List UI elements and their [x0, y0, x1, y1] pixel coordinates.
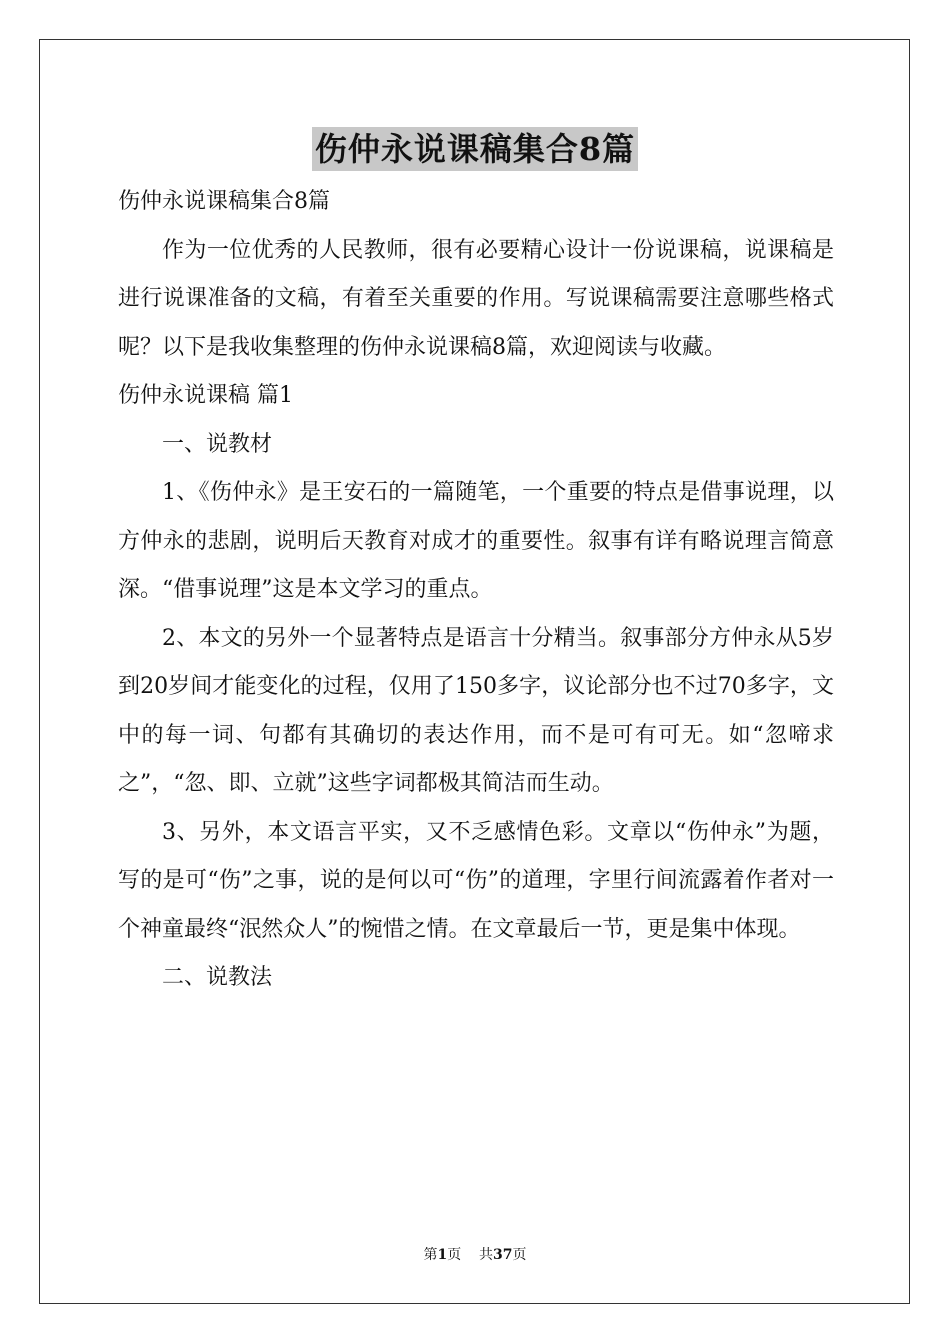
footer-page-unit: 页 — [447, 1247, 462, 1263]
footer-page-number: 1 — [437, 1247, 448, 1263]
paragraph: 伤仲永说课稿集合8篇 — [118, 189, 330, 214]
paragraph: 2、本文的另外一个显著特点是语言十分精当。叙事部分方仲永从5岁到20岁间才能变化的过程，仅用了150多字，议论部分也不过70多字，文中的每一词、句都有其确切的表达作用，而不是可有可无。如“忽啼求之”，“忽、即、立就”这些字词都极其简洁而生动。 — [118, 625, 834, 796]
paragraph: 一、说教材 — [162, 431, 273, 457]
paragraph: 作为一位优秀的人民教师，很有必要精心设计一份说课稿，说课稿是进行说课准备的文稿，有着至关重要的作用。写说课稿需要注意哪些格式呢？以下是我收集整理的伤仲永说课稿8篇，欢迎阅读与收藏。 — [118, 237, 834, 360]
title-container — [0, 127, 950, 171]
footer-page-prefix: 第 — [423, 1247, 438, 1263]
document-title: 伤仲永说课稿集合8篇 — [312, 127, 638, 171]
paragraph: 1、《伤仲永》是王安石的一篇随笔，一个重要的特点是借事说理，以方仲永的悲剧，说明后天教育对成才的重要性。叙事有详有略说理言简意深。“借事说理”这是本文学习的重点。 — [118, 480, 834, 602]
document-body — [118, 178, 834, 1003]
footer-total-pages: 37 — [493, 1247, 513, 1263]
paragraph: 伤仲永说课稿 篇1 — [118, 383, 293, 408]
footer-total-prefix: 共 — [479, 1247, 494, 1263]
page-footer — [0, 1245, 950, 1265]
footer-total-unit: 页 — [512, 1247, 527, 1263]
paragraph: 二、说教法 — [162, 965, 273, 990]
paragraph: 3、另外，本文语言平实，又不乏感情色彩。文章以“伤仲永”为题，写的是可“伤”之事，说的是何以可“伤”的道理，字里行间流露着作者对一个神童最终“泯然众人”的惋惜之情。在文章最后一节，更是集中体现。 — [118, 819, 834, 942]
